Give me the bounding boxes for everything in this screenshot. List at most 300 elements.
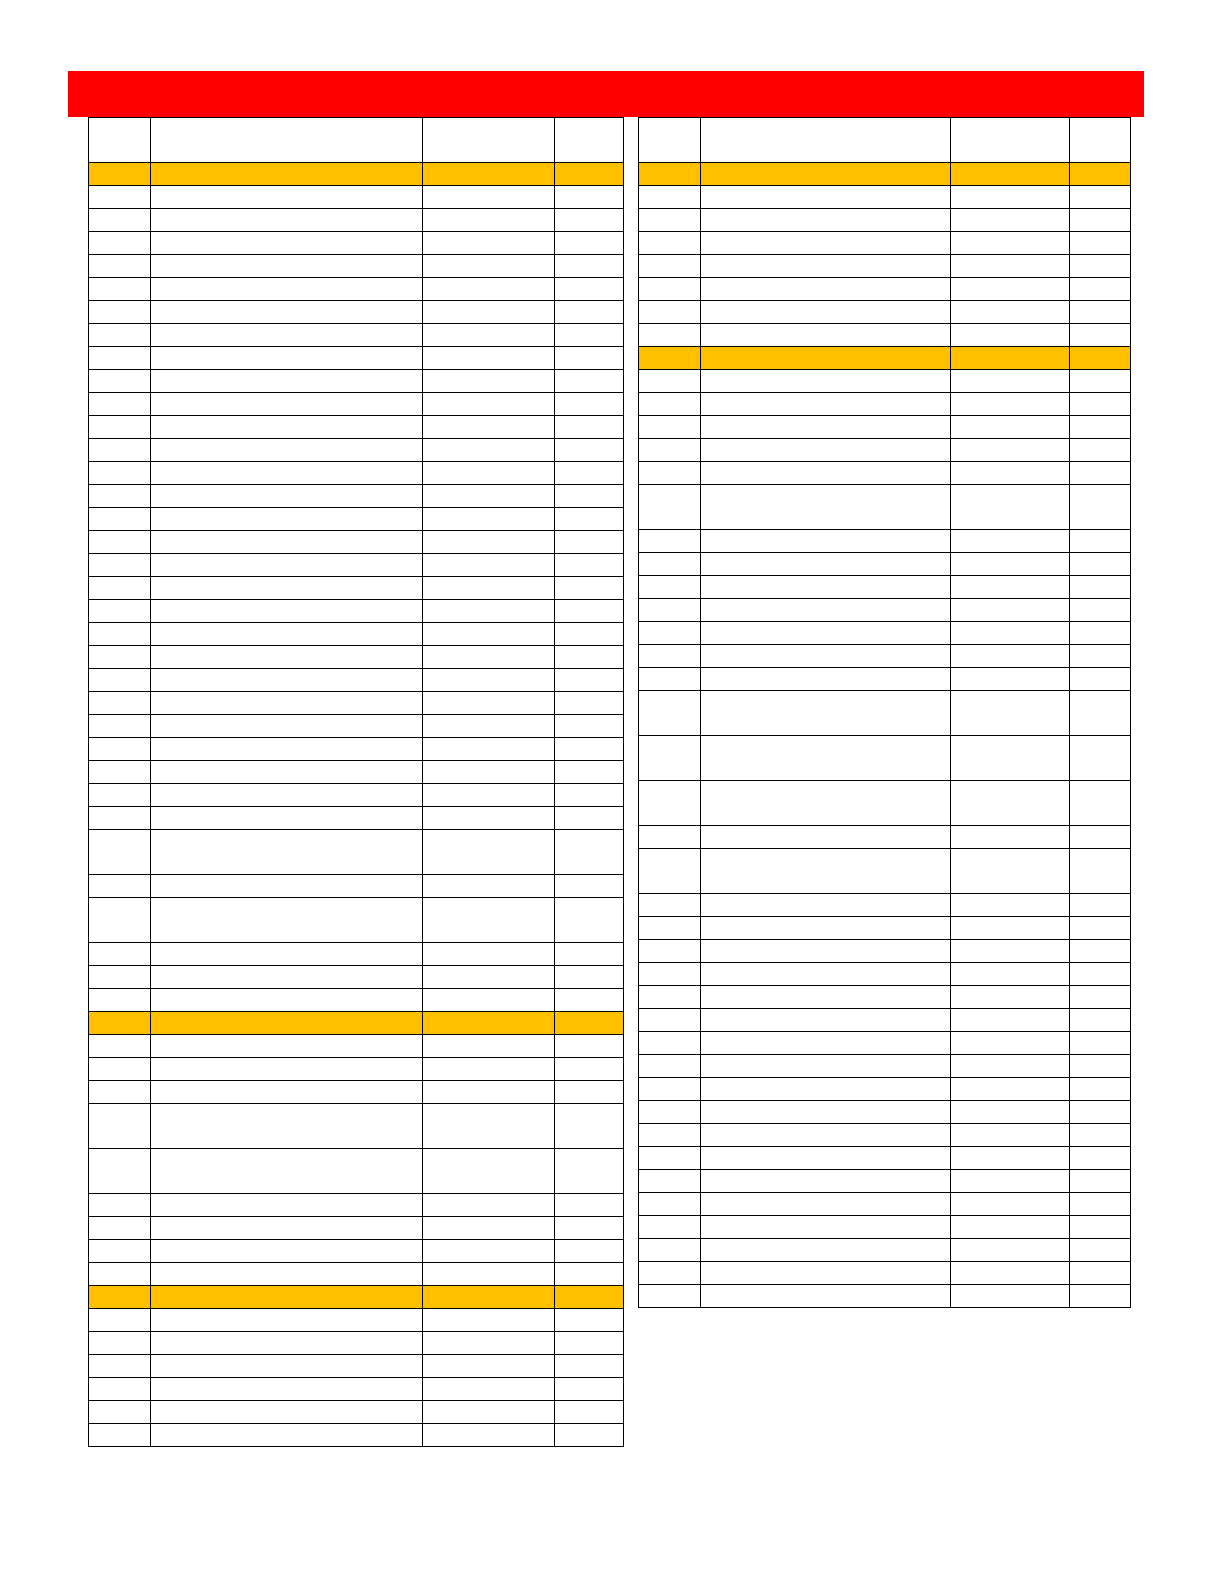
table-row: [89, 669, 624, 692]
table-cell: [639, 485, 701, 530]
table-cell: [555, 1149, 624, 1194]
column-header: [151, 118, 423, 163]
table-cell: [639, 1170, 701, 1193]
table-cell: [89, 393, 151, 416]
table-row: [639, 186, 1131, 209]
table-cell: [423, 623, 555, 646]
table-cell: [555, 1240, 624, 1263]
table-cell: [555, 989, 624, 1012]
table-cell: [639, 963, 701, 986]
table-cell: [423, 186, 555, 209]
table-cell: [151, 898, 423, 943]
table-row: [639, 1262, 1131, 1285]
table-cell: [151, 715, 423, 738]
table-cell: [555, 738, 624, 761]
table-cell: [701, 1262, 951, 1285]
table-cell: [423, 1401, 555, 1424]
table-cell: [555, 163, 624, 186]
table-cell: [1070, 826, 1131, 849]
table-cell: [555, 1424, 624, 1447]
table-cell: [423, 1263, 555, 1286]
column-header: [1070, 118, 1131, 163]
section-header-row: [89, 1286, 624, 1309]
table-cell: [1070, 416, 1131, 439]
table-cell: [423, 485, 555, 508]
table-cell: [423, 416, 555, 439]
table-cell: [701, 849, 951, 894]
table-cell: [423, 715, 555, 738]
table-cell: [951, 849, 1070, 894]
table-row: [89, 1424, 624, 1447]
table-cell: [151, 784, 423, 807]
table-cell: [639, 439, 701, 462]
table-row: [89, 186, 624, 209]
column-header: [555, 118, 624, 163]
table-row: [639, 599, 1131, 622]
table-cell: [555, 1286, 624, 1309]
table-cell: [89, 1058, 151, 1081]
table-cell: [151, 439, 423, 462]
table-cell: [423, 508, 555, 531]
table-cell: [423, 347, 555, 370]
table-row: [639, 232, 1131, 255]
table-cell: [701, 894, 951, 917]
table-cell: [89, 943, 151, 966]
table-cell: [555, 966, 624, 989]
table-row: [89, 1104, 624, 1149]
table-cell: [89, 508, 151, 531]
table-cell: [151, 416, 423, 439]
table-row: [639, 1078, 1131, 1101]
table-cell: [423, 1149, 555, 1194]
table-row: [89, 1081, 624, 1104]
table-row: [639, 691, 1131, 736]
table-cell: [555, 1035, 624, 1058]
table-cell: [951, 622, 1070, 645]
table-cell: [423, 875, 555, 898]
table-row: [639, 278, 1131, 301]
table-row: [639, 963, 1131, 986]
table-row: [639, 370, 1131, 393]
table-row: [89, 646, 624, 669]
table-row: [89, 600, 624, 623]
table-cell: [701, 232, 951, 255]
table-cell: [151, 531, 423, 554]
table-cell: [89, 163, 151, 186]
table-cell: [639, 324, 701, 347]
table-cell: [89, 1035, 151, 1058]
table-cell: [701, 370, 951, 393]
table-cell: [1070, 1032, 1131, 1055]
table-cell: [1070, 1124, 1131, 1147]
table-cell: [951, 917, 1070, 940]
table-cell: [555, 232, 624, 255]
table-cell: [1070, 1055, 1131, 1078]
table-cell: [555, 600, 624, 623]
table-row: [639, 485, 1131, 530]
table-cell: [151, 1149, 423, 1194]
table-row: [639, 301, 1131, 324]
table-row: [89, 1309, 624, 1332]
table-cell: [555, 1012, 624, 1035]
table-cell: [555, 875, 624, 898]
table-cell: [639, 736, 701, 781]
table-cell: [639, 1147, 701, 1170]
table-row: [639, 986, 1131, 1009]
table-cell: [555, 508, 624, 531]
table-cell: [555, 324, 624, 347]
table-cell: [423, 232, 555, 255]
table-cell: [89, 646, 151, 669]
table-cell: [701, 1285, 951, 1308]
table-cell: [701, 553, 951, 576]
table-cell: [639, 1124, 701, 1147]
table-row: [89, 1035, 624, 1058]
table-cell: [1070, 347, 1131, 370]
table-cell: [423, 943, 555, 966]
table-cell: [701, 781, 951, 826]
table-cell: [951, 416, 1070, 439]
table-cell: [89, 1081, 151, 1104]
table-cell: [89, 1104, 151, 1149]
table-cell: [951, 691, 1070, 736]
table-cell: [151, 600, 423, 623]
table-cell: [1070, 462, 1131, 485]
table-cell: [701, 1239, 951, 1262]
table-cell: [639, 1032, 701, 1055]
table-row: [639, 1193, 1131, 1216]
table-row: [639, 826, 1131, 849]
table-cell: [639, 691, 701, 736]
table-cell: [89, 761, 151, 784]
table-cell: [639, 894, 701, 917]
table-cell: [1070, 599, 1131, 622]
table-cell: [555, 761, 624, 784]
table-cell: [423, 966, 555, 989]
table-cell: [639, 622, 701, 645]
title-banner: [68, 71, 1144, 117]
table-cell: [555, 416, 624, 439]
table-cell: [555, 1263, 624, 1286]
table-cell: [639, 940, 701, 963]
table-row: [89, 715, 624, 738]
table-cell: [89, 347, 151, 370]
table-cell: [951, 1124, 1070, 1147]
table-row: [639, 1032, 1131, 1055]
table-cell: [151, 485, 423, 508]
table-cell: [701, 599, 951, 622]
table-cell: [555, 623, 624, 646]
table-cell: [151, 646, 423, 669]
table-cell: [1070, 1193, 1131, 1216]
table-cell: [1070, 530, 1131, 553]
table-cell: [555, 301, 624, 324]
table-cell: [701, 186, 951, 209]
table-cell: [951, 462, 1070, 485]
table-row: [89, 1217, 624, 1240]
table-cell: [151, 1081, 423, 1104]
table-cell: [639, 986, 701, 1009]
table-cell: [423, 1058, 555, 1081]
table-cell: [89, 738, 151, 761]
table-row: [639, 894, 1131, 917]
table-cell: [701, 278, 951, 301]
table-cell: [151, 966, 423, 989]
table-cell: [1070, 232, 1131, 255]
table-row: [89, 738, 624, 761]
table-cell: [1070, 485, 1131, 530]
table-cell: [423, 439, 555, 462]
table-cell: [951, 370, 1070, 393]
table-header: [89, 118, 624, 163]
table-cell: [89, 278, 151, 301]
table-cell: [423, 600, 555, 623]
table-cell: [1070, 439, 1131, 462]
table-cell: [423, 163, 555, 186]
table-row: [89, 232, 624, 255]
table-cell: [151, 554, 423, 577]
table-cell: [89, 692, 151, 715]
table-cell: [555, 1401, 624, 1424]
table-row: [89, 784, 624, 807]
table-cell: [151, 577, 423, 600]
table-cell: [951, 232, 1070, 255]
table-cell: [555, 1081, 624, 1104]
table-row: [639, 576, 1131, 599]
table-cell: [555, 1355, 624, 1378]
table-cell: [423, 301, 555, 324]
table-cell: [423, 1240, 555, 1263]
table-cell: [701, 530, 951, 553]
table-row: [89, 875, 624, 898]
table-cell: [555, 462, 624, 485]
table-cell: [151, 1355, 423, 1378]
table-cell: [951, 1101, 1070, 1124]
table-cell: [639, 1193, 701, 1216]
table-row: [639, 1239, 1131, 1262]
table-row: [89, 1401, 624, 1424]
table-cell: [639, 255, 701, 278]
table-cell: [89, 807, 151, 830]
table-cell: [423, 209, 555, 232]
table-cell: [151, 393, 423, 416]
table-cell: [1070, 894, 1131, 917]
table-row: [89, 1240, 624, 1263]
table-row: [639, 530, 1131, 553]
table-cell: [1070, 209, 1131, 232]
table-row: [89, 508, 624, 531]
table-cell: [1070, 301, 1131, 324]
table-cell: [1070, 163, 1131, 186]
table-cell: [701, 209, 951, 232]
table-cell: [701, 622, 951, 645]
table-cell: [151, 1058, 423, 1081]
table-cell: [423, 370, 555, 393]
table-cell: [639, 781, 701, 826]
table-cell: [89, 1149, 151, 1194]
table-cell: [151, 761, 423, 784]
table-cell: [639, 209, 701, 232]
table-cell: [555, 1058, 624, 1081]
table-cell: [423, 1309, 555, 1332]
column-header: [639, 118, 701, 163]
table-cell: [555, 393, 624, 416]
table-cell: [1070, 553, 1131, 576]
table-row: [639, 416, 1131, 439]
table-cell: [151, 1424, 423, 1447]
table-cell: [1070, 1147, 1131, 1170]
table-cell: [151, 1263, 423, 1286]
table-cell: [423, 1286, 555, 1309]
table-cell: [151, 163, 423, 186]
table-cell: [89, 370, 151, 393]
table-cell: [701, 1147, 951, 1170]
table-cell: [89, 577, 151, 600]
table-cell: [639, 645, 701, 668]
table-cell: [1070, 1216, 1131, 1239]
table-row: [639, 622, 1131, 645]
table-cell: [1070, 278, 1131, 301]
table-row: [89, 1378, 624, 1401]
table-cell: [1070, 1170, 1131, 1193]
table-cell: [639, 416, 701, 439]
table-cell: [89, 1401, 151, 1424]
section-header-row: [639, 163, 1131, 186]
table-row: [89, 623, 624, 646]
table-cell: [639, 370, 701, 393]
table-cell: [639, 1239, 701, 1262]
table-row: [89, 347, 624, 370]
table-row: [89, 485, 624, 508]
table-row: [89, 807, 624, 830]
table-row: [639, 1147, 1131, 1170]
table-cell: [423, 646, 555, 669]
section-header-row: [89, 1012, 624, 1035]
table-cell: [423, 577, 555, 600]
table-cell: [701, 645, 951, 668]
table-cell: [701, 324, 951, 347]
table-header: [639, 118, 1131, 163]
table-cell: [423, 1378, 555, 1401]
table-cell: [555, 278, 624, 301]
table-cell: [89, 1263, 151, 1286]
table-cell: [555, 1217, 624, 1240]
table-row: [89, 1355, 624, 1378]
table-cell: [639, 917, 701, 940]
table-cell: [151, 1194, 423, 1217]
table-cell: [423, 278, 555, 301]
table-cell: [951, 530, 1070, 553]
table-cell: [701, 1032, 951, 1055]
table-cell: [555, 669, 624, 692]
table-cell: [423, 324, 555, 347]
table-cell: [89, 531, 151, 554]
table-cell: [1070, 255, 1131, 278]
table-cell: [951, 963, 1070, 986]
table-cell: [701, 163, 951, 186]
table-row: [89, 416, 624, 439]
table-row: [639, 209, 1131, 232]
table-cell: [151, 370, 423, 393]
table-cell: [1070, 986, 1131, 1009]
table-cell: [701, 462, 951, 485]
table-cell: [701, 485, 951, 530]
table-row: [89, 531, 624, 554]
table-cell: [151, 1401, 423, 1424]
table-cell: [1070, 622, 1131, 645]
table-row: [639, 553, 1131, 576]
column-header: [423, 118, 555, 163]
table-cell: [423, 738, 555, 761]
table-cell: [701, 439, 951, 462]
left-table: [88, 117, 624, 1447]
table-cell: [951, 1216, 1070, 1239]
table-cell: [1070, 186, 1131, 209]
table-cell: [951, 1009, 1070, 1032]
table-cell: [423, 830, 555, 875]
table-cell: [555, 943, 624, 966]
table-cell: [89, 875, 151, 898]
table-cell: [951, 1262, 1070, 1285]
table-cell: [1070, 940, 1131, 963]
table-cell: [555, 1194, 624, 1217]
table-cell: [951, 1055, 1070, 1078]
table-cell: [951, 301, 1070, 324]
table-cell: [151, 255, 423, 278]
table-row: [89, 761, 624, 784]
table-row: [89, 278, 624, 301]
table-cell: [423, 807, 555, 830]
table-cell: [89, 209, 151, 232]
table-cell: [555, 1309, 624, 1332]
table-cell: [555, 784, 624, 807]
table-cell: [1070, 1078, 1131, 1101]
table-row: [89, 209, 624, 232]
table-row: [89, 393, 624, 416]
table-row: [89, 989, 624, 1012]
table-cell: [89, 1217, 151, 1240]
table-cell: [639, 1055, 701, 1078]
table-row: [89, 439, 624, 462]
table-cell: [951, 668, 1070, 691]
table-cell: [423, 1035, 555, 1058]
table-row: [639, 849, 1131, 894]
table-cell: [1070, 1285, 1131, 1308]
table-cell: [151, 943, 423, 966]
table-row: [89, 577, 624, 600]
table-cell: [89, 669, 151, 692]
table-cell: [639, 553, 701, 576]
table-row: [89, 1332, 624, 1355]
table-row: [639, 1285, 1131, 1308]
table-cell: [555, 692, 624, 715]
table-cell: [701, 963, 951, 986]
table-row: [89, 692, 624, 715]
table-row: [89, 554, 624, 577]
table-cell: [951, 940, 1070, 963]
table-row: [639, 1124, 1131, 1147]
table-cell: [555, 830, 624, 875]
table-cell: [701, 576, 951, 599]
table-cell: [639, 530, 701, 553]
table-cell: [89, 1012, 151, 1035]
table-cell: [951, 599, 1070, 622]
table-cell: [151, 462, 423, 485]
table-row: [639, 736, 1131, 781]
table-cell: [555, 715, 624, 738]
table-cell: [151, 1309, 423, 1332]
table-cell: [951, 324, 1070, 347]
